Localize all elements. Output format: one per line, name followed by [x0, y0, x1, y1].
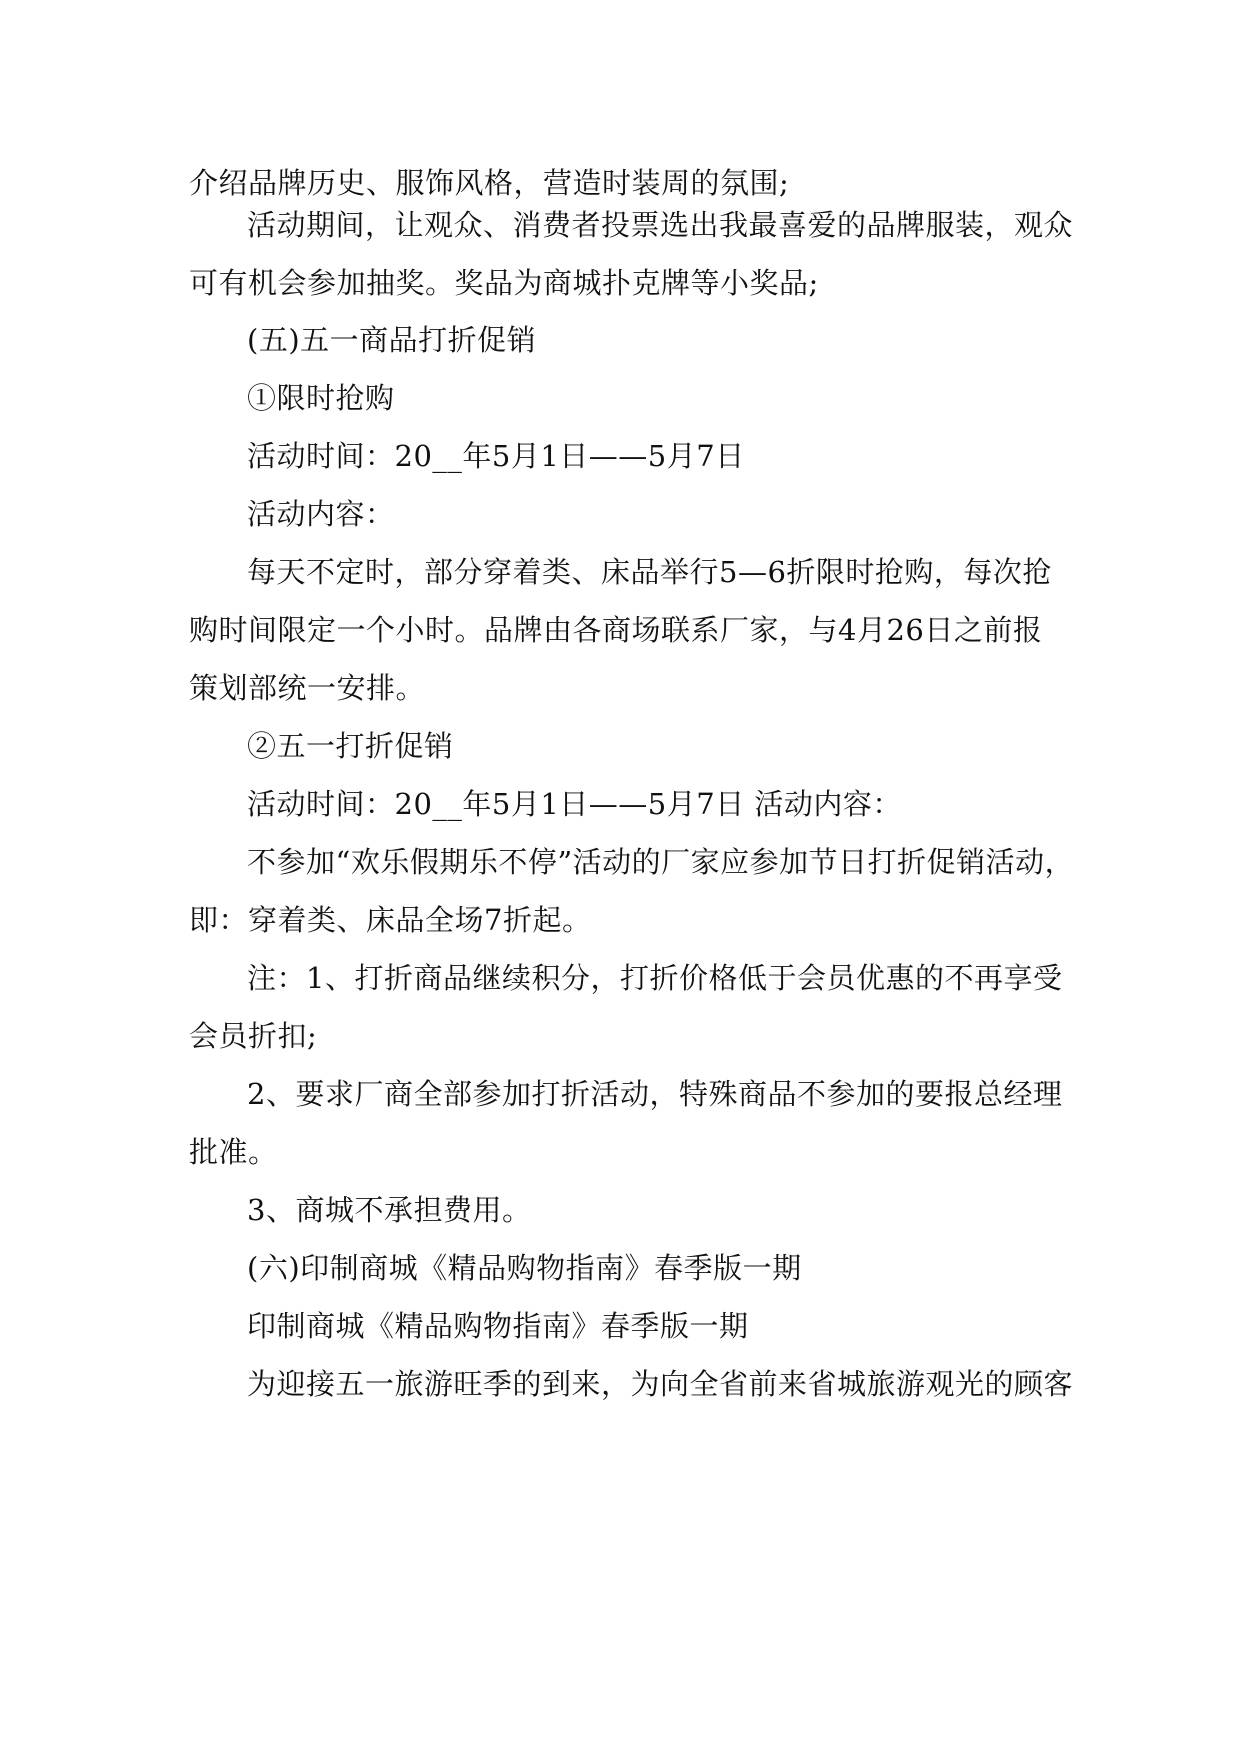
text-line: 2、要求厂商全部参加打折活动，特殊商品不参加的要报总经理: [247, 1077, 1063, 1111]
text-line: 会员折扣;: [189, 1019, 318, 1053]
text-line: 活动内容：: [247, 497, 395, 531]
text-line: 3、商城不承担费用。: [247, 1193, 532, 1227]
text-line: 策划部统一安排。: [189, 671, 426, 705]
text-line: 印制商城《精品购物指南》春季版一期: [247, 1309, 749, 1343]
text-line: 每天不定时，部分穿着类、床品举行5—6折限时抢购，每次抢: [247, 555, 1052, 589]
subsection-heading: ②五一打折促销: [247, 729, 454, 763]
text-line: 活动时间：20__年5月1日——5月7日 活动内容：: [247, 787, 902, 821]
text-line: 不参加“欢乐假期乐不停”活动的厂家应参加节日打折促销活动，: [247, 845, 1075, 879]
text-line: 即：穿着类、床品全场7折起。: [189, 903, 592, 937]
text-line: 购时间限定一个小时。品牌由各商场联系厂家，与4月26日之前报: [189, 613, 1043, 647]
text-line: 活动时间：20__年5月1日——5月7日: [247, 439, 745, 473]
subsection-heading: ①限时抢购: [247, 381, 395, 415]
text-line: 为迎接五一旅游旺季的到来，为向全省前来省城旅游观光的顾客: [247, 1367, 1074, 1401]
section-heading: (五)五一商品打折促销: [247, 323, 537, 357]
text-line: 可有机会参加抽奖。奖品为商城扑克牌等小奖品;: [189, 266, 819, 300]
text-line: 注：1、打折商品继续积分，打折价格低于会员优惠的不再享受: [247, 961, 1063, 995]
text-line: 活动期间，让观众、消费者投票选出我最喜爱的品牌服装，观众: [247, 208, 1074, 242]
text-line: 批准。: [189, 1135, 278, 1169]
text-line: 介绍品牌历史、服饰风格，营造时装周的氛围;: [189, 166, 790, 200]
section-heading: (六)印制商城《精品购物指南》春季版一期: [247, 1251, 802, 1285]
